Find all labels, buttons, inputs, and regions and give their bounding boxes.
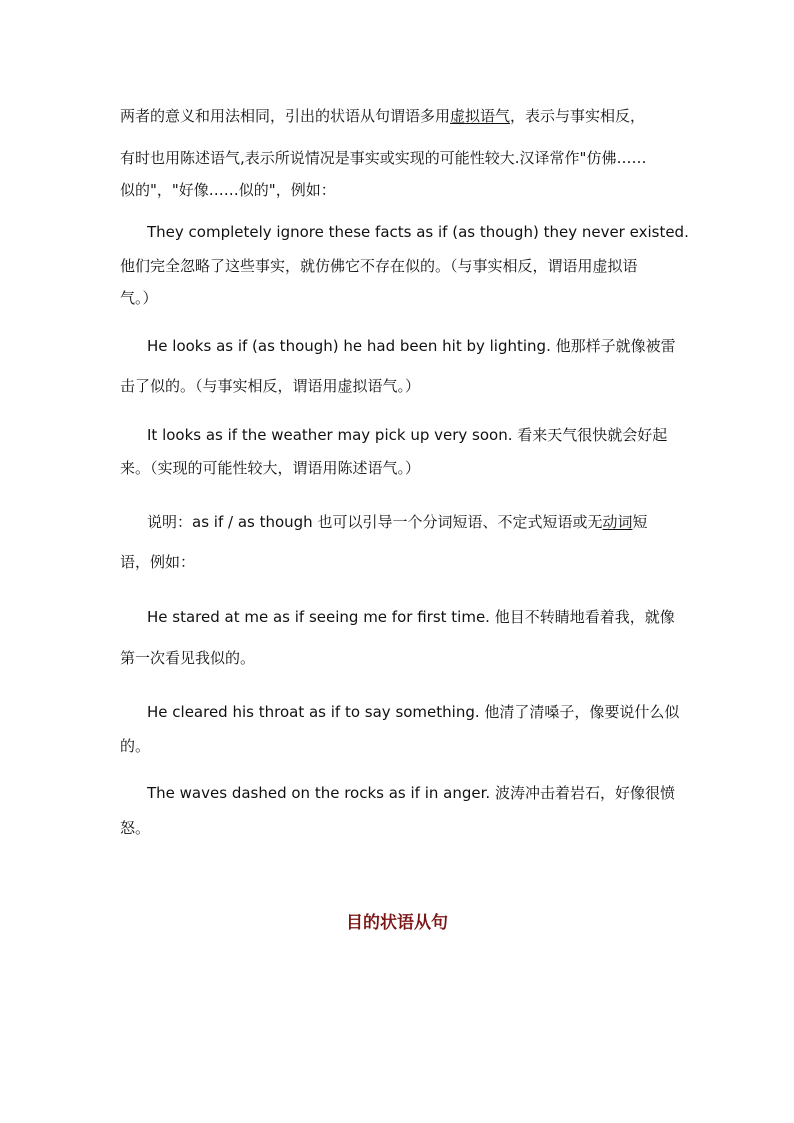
example-chinese: 来。（实现的可能性较大，谓语用陈述语气。） <box>120 459 421 477</box>
paragraph-line <box>120 106 680 126</box>
example-english: They completely ignore these facts as if (as though) they never existed. <box>147 223 689 241</box>
note-line: 语，例如： <box>120 553 196 571</box>
example-chinese: 气。） <box>120 289 158 307</box>
text-span: 说明：as if / as though 也可以引导一个分词短语、不定式短语或无 <box>147 513 603 531</box>
note-line <box>147 512 707 532</box>
text-span: ，表示与事实相反， <box>510 107 646 125</box>
example-chinese: 第一次看见我似的。 <box>120 649 256 667</box>
example-english: It looks as if the weather may pick up very soon. 看来天气很快就会好起 <box>147 426 668 444</box>
example-english: He looks as if (as though) he had been hit by lighting. 他那样子就像被雷 <box>147 337 676 355</box>
link-subjunctive-mood[interactable]: 虚拟语气 <box>450 107 511 125</box>
text-span: 短 <box>632 513 648 531</box>
example-chinese: 怒。 <box>120 819 151 837</box>
link-verb[interactable]: 动词 <box>602 513 633 531</box>
paragraph-line: 似的"，"好像……似的"，例如： <box>120 181 336 199</box>
example-english: He cleared his throat as if to say something. 他清了清嗓子，像要说什么似 <box>147 703 680 721</box>
example-english: He stared at me as if seeing me for first time. 他目不转睛地看着我，就像 <box>147 608 675 626</box>
example-chinese: 他们完全忽略了这些事实，就仿佛它不存在似的。（与事实相反，谓语用虚拟语 <box>120 257 638 275</box>
example-english: The waves dashed on the rocks as if in anger. 波涛冲击着岩石，好像很愤 <box>147 784 675 802</box>
text-span: 两者的意义和用法相同，引出的状语从句谓语多用 <box>120 107 451 125</box>
example-chinese: 击了似的。（与事实相反，谓语用虚拟语气。） <box>120 377 421 395</box>
example-chinese: 的。 <box>120 737 151 755</box>
paragraph-line: 有时也用陈述语气,表示所说情况是事实或实现的可能性较大.汉译常作"仿佛…… <box>120 149 647 167</box>
section-heading: 目的状语从句 <box>346 913 448 933</box>
